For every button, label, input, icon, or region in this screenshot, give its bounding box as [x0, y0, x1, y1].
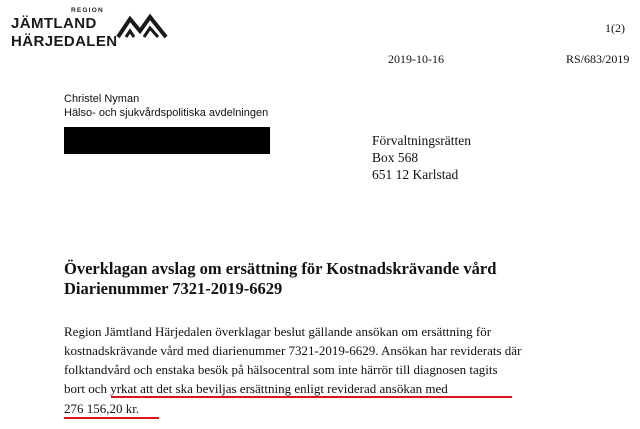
document-date: 2019-10-16 — [388, 52, 444, 66]
recipient-line-1: Förvaltningsrätten — [372, 133, 471, 148]
body-line: kostnadskrävande vård med diarienummer 7321-2019-6629. Ansökan har reviderats där — [64, 343, 522, 358]
redaction-block — [64, 127, 270, 154]
page-number: 1(2) — [605, 21, 625, 35]
document-heading-line-1: Överklagan avslag om ersättning för Kostnadskrävande vård — [64, 259, 497, 278]
sender-name: Christel Nyman — [64, 93, 140, 105]
body-line: bort och yrkat att det ska beviljas ersättning enligt reviderad ansökan med — [64, 381, 448, 396]
recipient-line-3: 651 12 Karlstad — [372, 167, 459, 182]
red-underline — [111, 396, 512, 398]
region-logo — [8, 7, 178, 53]
logo-jamtland-text: JÄMTLAND — [11, 15, 97, 32]
sender-department: Hälso- och sjukvårdspolitiska avdelningen — [64, 107, 269, 119]
body-line: 276 156,20 kr. — [64, 401, 140, 416]
red-underline — [64, 417, 159, 419]
body-line: folktandvård och enstaka besök på hälsocentral som inte härrör till diagnosen tagits — [64, 362, 498, 377]
mountain-logo-icon — [116, 13, 168, 39]
reference-number: RS/683/2019 — [566, 52, 630, 66]
document-heading-line-2: Diarienummer 7321-2019-6629 — [64, 279, 283, 298]
logo-region-text: REGION — [71, 7, 104, 14]
body-line: Region Jämtland Härjedalen överklagar beslut gällande ansökan om ersättning för — [64, 324, 492, 339]
recipient-line-2: Box 568 — [372, 150, 419, 165]
logo-harjedalen-text: HÄRJEDALEN — [11, 33, 118, 50]
